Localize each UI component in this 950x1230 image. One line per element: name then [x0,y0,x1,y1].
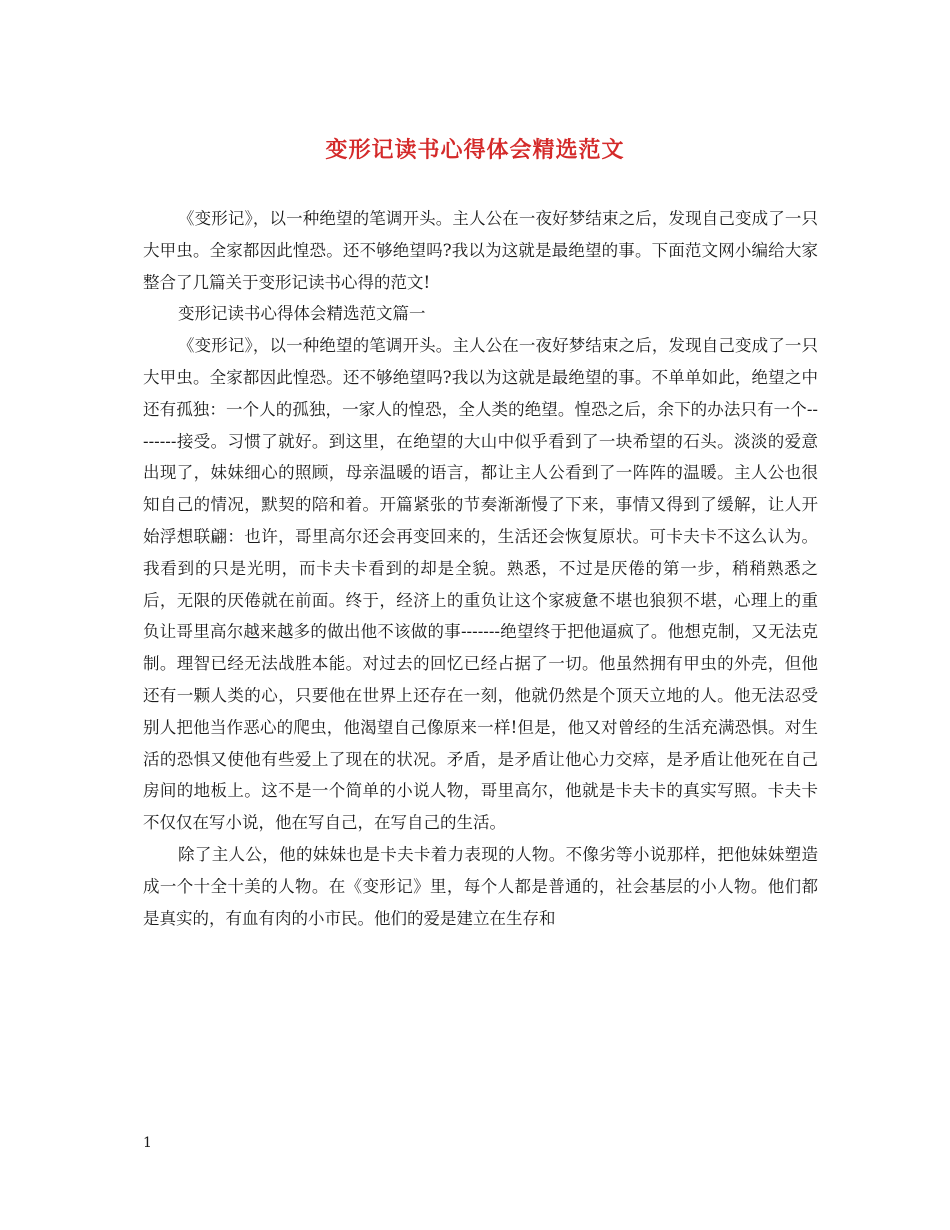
section-heading: 变形记读书心得体会精选范文篇一 [178,304,426,324]
page-number: 1 [143,1135,152,1151]
document-title: 变形记读书心得体会精选范文 [325,137,625,163]
paragraph-intro: 《变形记》，以一种绝望的笔调开头。主人公在一夜好梦结束之后，发现自己变成了一只大甲虫。全家都因此惶恐。还不够绝望吗?我以为这就是最绝望的事。下面范文网小编给大家整合了几篇关于变形记读书心得的范文! [143,209,818,292]
paragraph-essay-one: 《变形记》，以一种绝望的笔调开头。主人公在一夜好梦结束之后，发现自己变成了一只大甲虫。全家都因此惶恐。还不够绝望吗?我以为这就是最绝望的事。不单单如此，绝望之中还有孤独：一个人的孤独，一家人的惶恐，全人类的绝望。惶恐之后，余下的办法只有一个--------接受。习惯了就好。到这里，在绝望的大山中似乎看到了一块希望的石头。淡淡的爱意出现了，妹妹细心的照顾，母亲温暖的语言，都让主人公看到了一阵阵的温暖。主人公也很知自己的情况，默契的陪和着。开篇紧张的节奏渐渐慢了下来，事情又得到了缓解，让人开始浮想联翩：也许，哥里高尔还会再变回来的，生活还会恢复原状。可卡夫卡不这么认为。我看到的只是光明，而卡夫卡看到的却是全貌。熟悉，不过是厌倦的第一步，稍稍熟悉之后，无限的厌倦就在前面。终于，经济上的重负让这个家疲惫不堪也狼狈不堪，心理上的重负让哥里高尔越来越多的做出他不该做的事-------绝望终于把他逼疯了。他想克制，又无法克制。理智已经无法战胜本能。对过去的回忆已经占据了一切。他虽然拥有甲虫的外壳，但他还有一颗人类的心，只要他在世界上还存在一刻，他就仍然是个顶天立地的人。他无法忍受别人把他当作恶心的爬虫，他渴望自己像原来一样!但是，他又对曾经的生活充满恐惧。对生活的恐惧又使他有些爱上了现在的状况。矛盾，是矛盾让他心力交瘁，是矛盾让他死在自己房间的地板上。这不是一个简单的小说人物，哥里高尔，他就是卡夫卡的真实写照。卡夫卡不仅仅在写小说，他在写自己，在写自己的生活。 [143,336,818,833]
document-body [143,203,818,934]
paragraph-sister: 除了主人公，他的妹妹也是卡夫卡着力表现的人物。不像劣等小说那样，把他妹妹塑造成一个十全十美的人物。在《变形记》里，每个人都是普通的，社会基层的小人物。他们都是真实的，有血有肉的小市民。他们的爱是建立在生存和 [143,844,818,928]
